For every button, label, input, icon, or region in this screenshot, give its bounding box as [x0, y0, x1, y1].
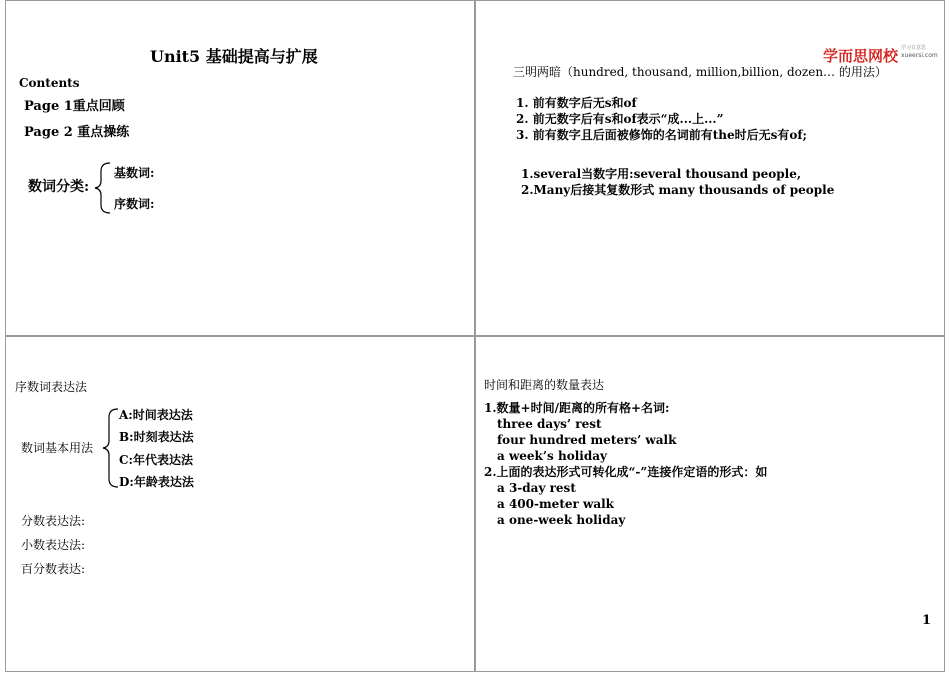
slide-heading: 序数词表达法 — [15, 380, 88, 394]
usage-branch-decade: C:年代表达法 — [119, 453, 193, 467]
contents-item-page-1: Page 1重点回顾 — [24, 99, 125, 114]
classification-branch-cardinal: 基数词: — [114, 166, 155, 180]
logo-tagline: 学习有意思 — [901, 45, 927, 51]
slide-title: Unit5 基础提高与扩展 — [150, 47, 318, 66]
xueersi-logo — [823, 45, 938, 66]
rule-2: 2. 前无数字后有s和of表示“成...上...” — [516, 112, 724, 126]
contents-label: Contents — [19, 76, 80, 90]
classification-branch-ordinal: 序数词: — [114, 197, 155, 211]
example-a-weeks-holiday: a week’s holiday — [497, 449, 607, 463]
percentage-expression: 百分数表达: — [21, 562, 86, 576]
usage-brace — [6, 337, 476, 673]
slide-2 — [475, 0, 945, 336]
logo-brand: 学而思网校 — [823, 47, 899, 65]
slide-4 — [475, 336, 945, 672]
contents-item-page-2: Page 2 重点操练 — [24, 125, 130, 140]
rule-1: 1. 前有数字后无s和of — [516, 96, 637, 110]
slide-3 — [5, 336, 475, 672]
slide-1 — [5, 0, 475, 336]
page-number: 1 — [922, 613, 932, 628]
usage-branch-age: D:年龄表达法 — [119, 475, 194, 489]
usage-branch-clock: B:时刻表达法 — [119, 430, 194, 444]
fraction-expression: 分数表达法: — [21, 514, 86, 528]
point-2: 2.上面的表达形式可转化成“-”连接作定语的形式：如 — [484, 465, 768, 479]
example-one-week-holiday: a one-week holiday — [497, 513, 626, 527]
slide-heading: 时间和距离的数量表达 — [484, 378, 605, 392]
decimal-expression: 小数表达法: — [21, 538, 86, 552]
slide-heading: 三明两暗（hundred, thousand, million,billion, dozen… 的用法） — [513, 65, 887, 79]
rule-3: 3. 前有数字且后面被修饰的名词前有the时后无s有of; — [516, 128, 807, 142]
classification-label: 数词分类: — [28, 179, 90, 195]
logo-domain: xueersi.com — [901, 52, 938, 59]
usage-label: 数词基本用法 — [21, 441, 94, 455]
example-3-day-rest: a 3-day rest — [497, 481, 576, 495]
example-400-meter-walk: a 400-meter walk — [497, 497, 614, 511]
example-2: 2.Many后接其复数形式 many thousands of people — [521, 183, 835, 197]
point-1: 1.数量+时间/距离的所有格+名词: — [484, 401, 670, 415]
example-1: 1.several当数字用:several thousand people, — [521, 167, 802, 181]
usage-branch-time: A:时间表达法 — [119, 408, 193, 422]
example-three-days-rest: three days’ rest — [497, 417, 602, 431]
example-four-hundred-meters-walk: four hundred meters’ walk — [497, 433, 677, 447]
classification-brace — [6, 1, 476, 337]
